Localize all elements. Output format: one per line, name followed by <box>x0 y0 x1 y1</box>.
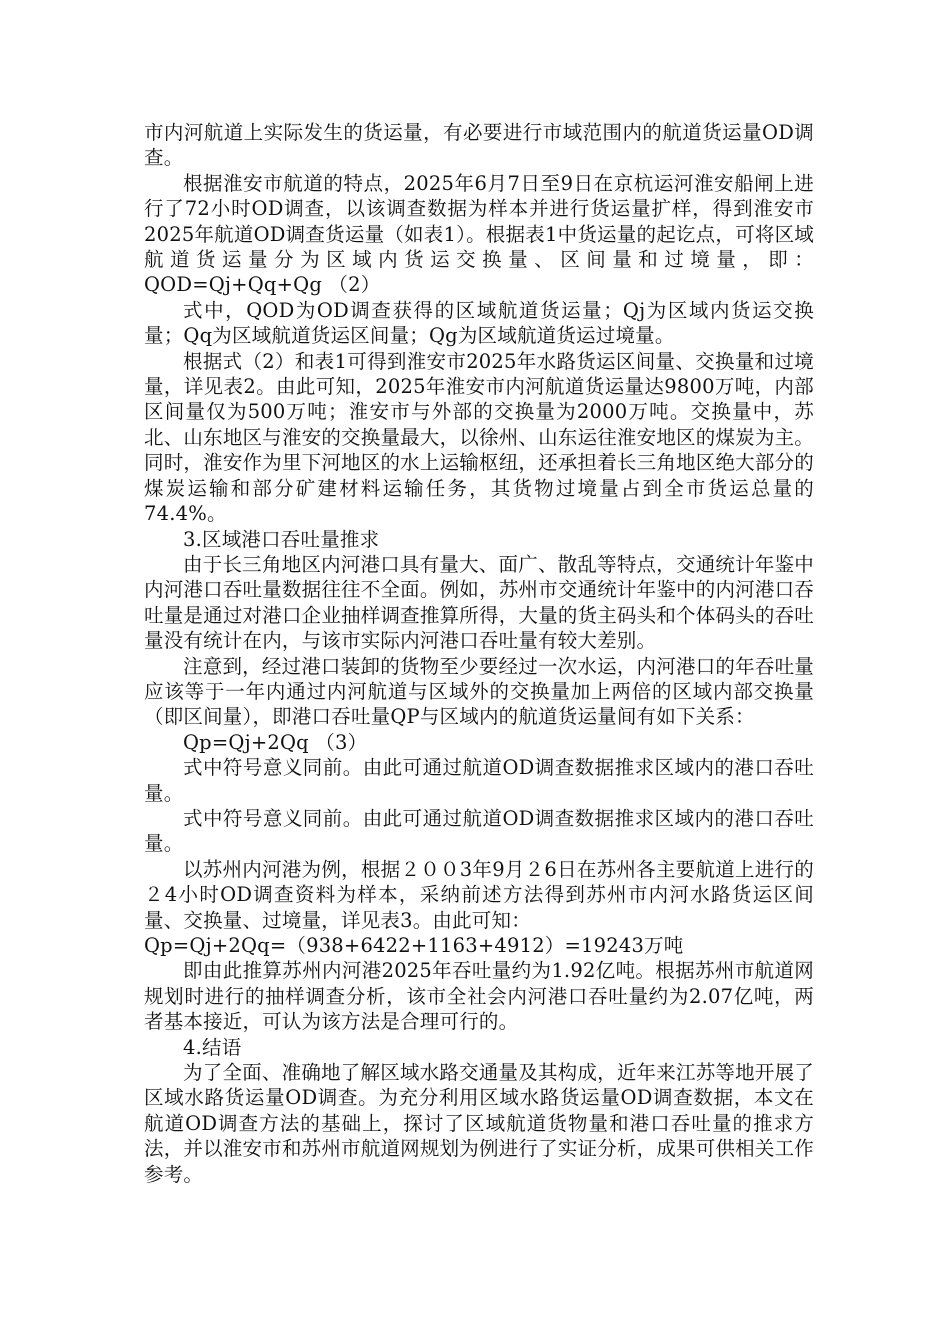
paragraph-conclusion: 为了全面、准确地了解区域水路交通量及其构成，近年来江苏等地开展了区域水路货运量OD调查。为充分利用区域水路货运量OD调查数据，本文在航道OD调查方法的基础上，探讨了区域航道货物量和港口吞吐量的推求方法，并以淮安市和苏州市航道网规划为例进行了实证分析，成果可供相关工作参考。 <box>144 1061 814 1186</box>
section-heading-4: 4.结语 <box>183 1035 242 1059</box>
formula-3: Qp=Qj+2Qq （3） <box>183 730 368 754</box>
paragraph-port-throughput-relation: 注意到，经过港口装卸的货物至少要经过一次水运，内河港口的年吞吐量应该等于一年内通过内河航道与区域外的交换量加上两倍的区域内部交换量（即区间量），即港口吞吐量QP与区域内的航道货运量间有如下关系： <box>144 654 814 729</box>
paragraph-huaian-results: 根据式（2）和表1可得到淮安市2025年水路货运区间量、交换量和过境量，详见表2。由此可知，2025年淮安市内河航道货运量达9800万吨，内部区间量仅为500万吨；淮安市与外部的交换量为2000万吨。交换量中，苏北、山东地区与淮安的交换量最大，以徐州、山东运往淮安地区的煤炭为主。同时，淮安作为里下河地区的水上运输枢纽，还承担着长三角地区绝大部分的煤炭运输和部分矿建材料运输任务，其货物过境量占到全市货运总量的74.4%。 <box>144 349 814 526</box>
document-page <box>144 120 814 1187</box>
paragraph-formula-2-definitions: 式中，QOD为OD调查获得的区域航道货运量；Qj为区域内货运交换量；Qq为区域航道货运区间量；Qg为区域航道货运过境量。 <box>144 298 814 348</box>
formula-suzhou-calculation: Qp=Qj+2Qq=（938+6422+1163+4912）=19243万吨 <box>144 934 684 957</box>
paragraph-port-statistics: 由于长三角地区内河港口具有量大、面广、散乱等特点，交通统计年鉴中内河港口吞吐量数据往往不全面。例如，苏州市交通统计年鉴中的内河港口吞吐量是通过对港口企业抽样调查推算所得，大量的货主码头和个体码头的吞吐量没有统计在内，与该市实际内河港口吞吐量有较大差别。 <box>144 552 814 653</box>
paragraph-symbol-note-2: 式中符号意义同前。由此可通过航道OD调查数据推求区域内的港口吞吐量。 <box>144 806 814 856</box>
section-heading-3: 3.区域港口吞吐量推求 <box>183 527 380 551</box>
paragraph-continuation: 市内河航道上实际发生的货运量，有必要进行市域范围内的航道货运量OD调查。 <box>144 121 814 170</box>
paragraph-symbol-note-1: 式中符号意义同前。由此可通过航道OD调查数据推求区域内的港口吞吐量。 <box>144 756 814 805</box>
paragraph-suzhou-example: 以苏州内河港为例，根据２００3年9月２6日在苏州各主要航道上进行的２4小时OD调查资料为样本，采纳前述方法得到苏州市内河水路货运区间量、交换量、过境量，详见表3。由此可知： <box>144 857 814 932</box>
paragraph-suzhou-result: 即由此推算苏州内河港2025年吞吐量约为1.92亿吨。根据苏州市航道网规划时进行的抽样调查分析，该市全社会内河港口吞吐量约为2.07亿吨，两者基本接近，可认为该方法是合理可行的。 <box>144 959 814 1034</box>
paragraph-huaian-od-survey: 根据淮安市航道的特点，2025年6月7日至9日在京杭运河淮安船闸上进行了72小时OD调查，以该调查数据为样本并进行货运量扩样，得到淮安市2025年航道OD调查货运量（如表1）。根据表1中货运量的起讫点，可将区域航道货运量分为区域内货运交换量、区间量和过境量，即：QOD=Qj+Qq+Qg （2） <box>144 171 814 297</box>
